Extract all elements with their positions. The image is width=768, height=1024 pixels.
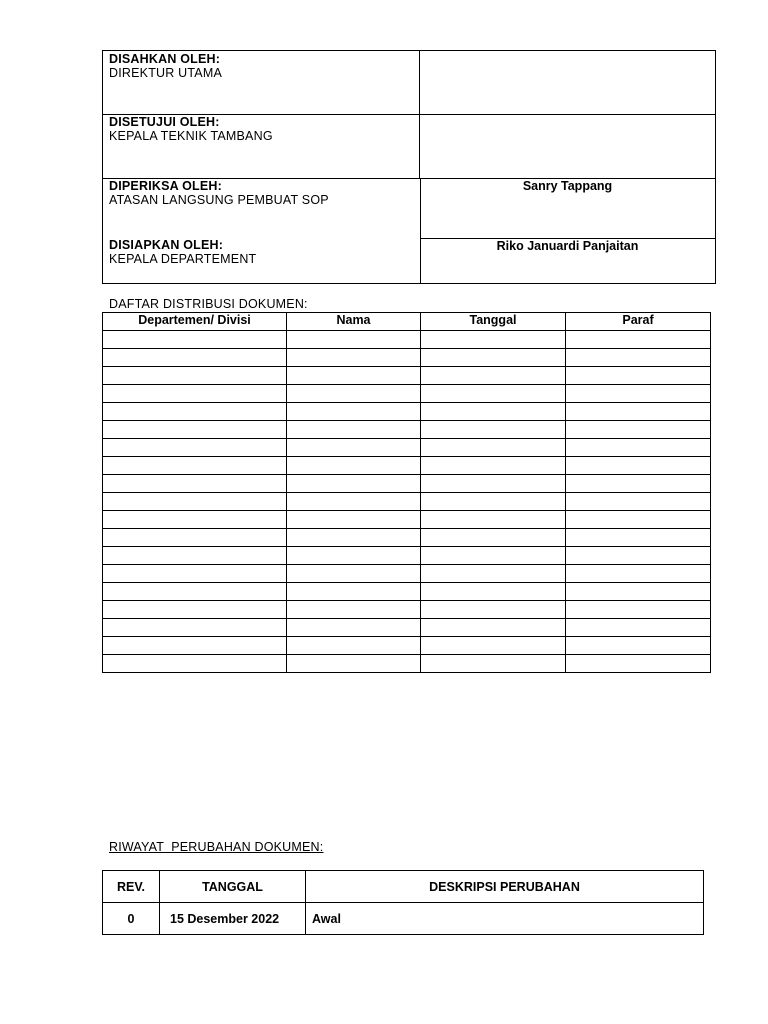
table-cell: [287, 619, 421, 637]
approval-border-left: [102, 50, 103, 284]
table-cell: [566, 619, 711, 637]
table-cell: [421, 475, 566, 493]
table-row: [103, 565, 711, 583]
table-cell: [103, 349, 287, 367]
revision-description: Awal: [306, 903, 704, 935]
table-cell: [103, 619, 287, 637]
table-cell: [287, 547, 421, 565]
table-cell: [287, 349, 421, 367]
table-cell: [566, 583, 711, 601]
table-cell: [421, 457, 566, 475]
table-cell: [421, 583, 566, 601]
table-row: [103, 331, 711, 349]
approval-title: DISAHKAN OLEH:: [109, 52, 221, 66]
table-cell: [287, 511, 421, 529]
table-cell: [287, 637, 421, 655]
revision-history-table: [102, 870, 704, 935]
table-cell: [421, 349, 566, 367]
table-cell: [287, 457, 421, 475]
table-cell: [566, 511, 711, 529]
approval-border-top: [102, 50, 716, 51]
table-cell: [287, 475, 421, 493]
table-cell: [566, 565, 711, 583]
approval-cell-disahkan: [109, 52, 222, 80]
approval-divider-lower: [420, 178, 421, 284]
approval-border-right: [715, 50, 716, 284]
table-cell: [566, 331, 711, 349]
revision-header-row: [103, 871, 704, 903]
table-cell: [566, 349, 711, 367]
column-header: Nama: [287, 313, 421, 331]
table-cell: [421, 439, 566, 457]
approval-role: ATASAN LANGSUNG PEMBUAT SOP: [109, 193, 329, 207]
column-header: Paraf: [566, 313, 711, 331]
revision-date: 15 Desember 2022: [160, 903, 306, 935]
column-header: DESKRIPSI PERUBAHAN: [306, 871, 704, 903]
table-cell: [287, 367, 421, 385]
distribution-table: [102, 312, 711, 673]
table-cell: [421, 637, 566, 655]
table-row: [103, 457, 711, 475]
table-row: [103, 367, 711, 385]
table-cell: [103, 583, 287, 601]
table-row: [103, 619, 711, 637]
approval-title: DISIAPKAN OLEH:: [109, 238, 224, 252]
table-cell: [103, 475, 287, 493]
revision-history-caption: RIWAYAT PERUBAHAN DOKUMEN:: [109, 840, 324, 854]
table-cell: [287, 601, 421, 619]
table-cell: [287, 403, 421, 421]
column-header: TANGGAL: [160, 871, 306, 903]
table-cell: [421, 529, 566, 547]
table-row: [103, 547, 711, 565]
table-cell: [287, 385, 421, 403]
distribution-caption: DAFTAR DISTRIBUSI DOKUMEN:: [109, 297, 308, 311]
approval-cell-diperiksa: [109, 179, 329, 207]
distribution-rows: [103, 331, 711, 673]
table-cell: [103, 493, 287, 511]
table-cell: [421, 511, 566, 529]
table-cell: [566, 385, 711, 403]
approval-role: KEPALA DEPARTEMENT: [109, 252, 257, 266]
table-row: [103, 385, 711, 403]
table-cell: [421, 367, 566, 385]
table-cell: [103, 565, 287, 583]
table-cell: [421, 565, 566, 583]
revision-number: 0: [103, 903, 160, 935]
table-cell: [421, 619, 566, 637]
table-cell: [103, 367, 287, 385]
table-cell: [103, 331, 287, 349]
distribution-header-row: [103, 313, 711, 331]
table-cell: [566, 403, 711, 421]
table-cell: [566, 601, 711, 619]
table-cell: [103, 421, 287, 439]
table-cell: [287, 583, 421, 601]
table-cell: [103, 457, 287, 475]
table-cell: [566, 655, 711, 673]
table-cell: [566, 493, 711, 511]
column-header: Departemen/ Divisi: [103, 313, 287, 331]
table-cell: [103, 529, 287, 547]
table-cell: [421, 601, 566, 619]
table-cell: [287, 529, 421, 547]
table-cell: [566, 457, 711, 475]
approval-title: DIPERIKSA OLEH:: [109, 179, 222, 193]
table-cell: [287, 421, 421, 439]
table-cell: [287, 439, 421, 457]
table-cell: [566, 439, 711, 457]
table-cell: [103, 547, 287, 565]
table-row: [103, 511, 711, 529]
table-row: [103, 583, 711, 601]
table-cell: [421, 655, 566, 673]
table-cell: [566, 547, 711, 565]
table-cell: [421, 493, 566, 511]
table-cell: [421, 331, 566, 349]
table-row: [103, 601, 711, 619]
approval-role: DIREKTUR UTAMA: [109, 66, 222, 80]
table-cell: [566, 637, 711, 655]
approval-signer-name: Riko Januardi Panjaitan: [496, 239, 639, 253]
approval-cell-disiapkan: [109, 238, 256, 266]
table-cell: [566, 475, 711, 493]
table-row: [103, 403, 711, 421]
table-cell: [103, 385, 287, 403]
table-cell: [103, 439, 287, 457]
table-row: [103, 529, 711, 547]
table-cell: [103, 637, 287, 655]
table-row: [103, 349, 711, 367]
table-cell: [103, 511, 287, 529]
table-row: [103, 421, 711, 439]
table-row: [103, 903, 704, 935]
table-cell: [566, 529, 711, 547]
table-cell: [103, 601, 287, 619]
table-cell: [287, 655, 421, 673]
table-cell: [421, 547, 566, 565]
table-cell: [287, 493, 421, 511]
approval-block: [102, 50, 716, 284]
approval-cell-disetujui: [109, 115, 273, 143]
table-row: [103, 655, 711, 673]
table-row: [103, 493, 711, 511]
approval-border-bottom: [102, 283, 716, 284]
table-cell: [421, 385, 566, 403]
table-cell: [421, 421, 566, 439]
table-cell: [103, 655, 287, 673]
table-cell: [287, 565, 421, 583]
table-cell: [287, 331, 421, 349]
table-row: [103, 475, 711, 493]
approval-signer-name: Sanry Tappang: [522, 179, 613, 193]
table-cell: [103, 403, 287, 421]
column-header: Tanggal: [421, 313, 566, 331]
approval-title: DISETUJUI OLEH:: [109, 115, 220, 129]
table-cell: [566, 421, 711, 439]
table-cell: [566, 367, 711, 385]
table-cell: [421, 403, 566, 421]
column-header: REV.: [103, 871, 160, 903]
approval-role: KEPALA TEKNIK TAMBANG: [109, 129, 273, 143]
table-row: [103, 439, 711, 457]
table-row: [103, 637, 711, 655]
